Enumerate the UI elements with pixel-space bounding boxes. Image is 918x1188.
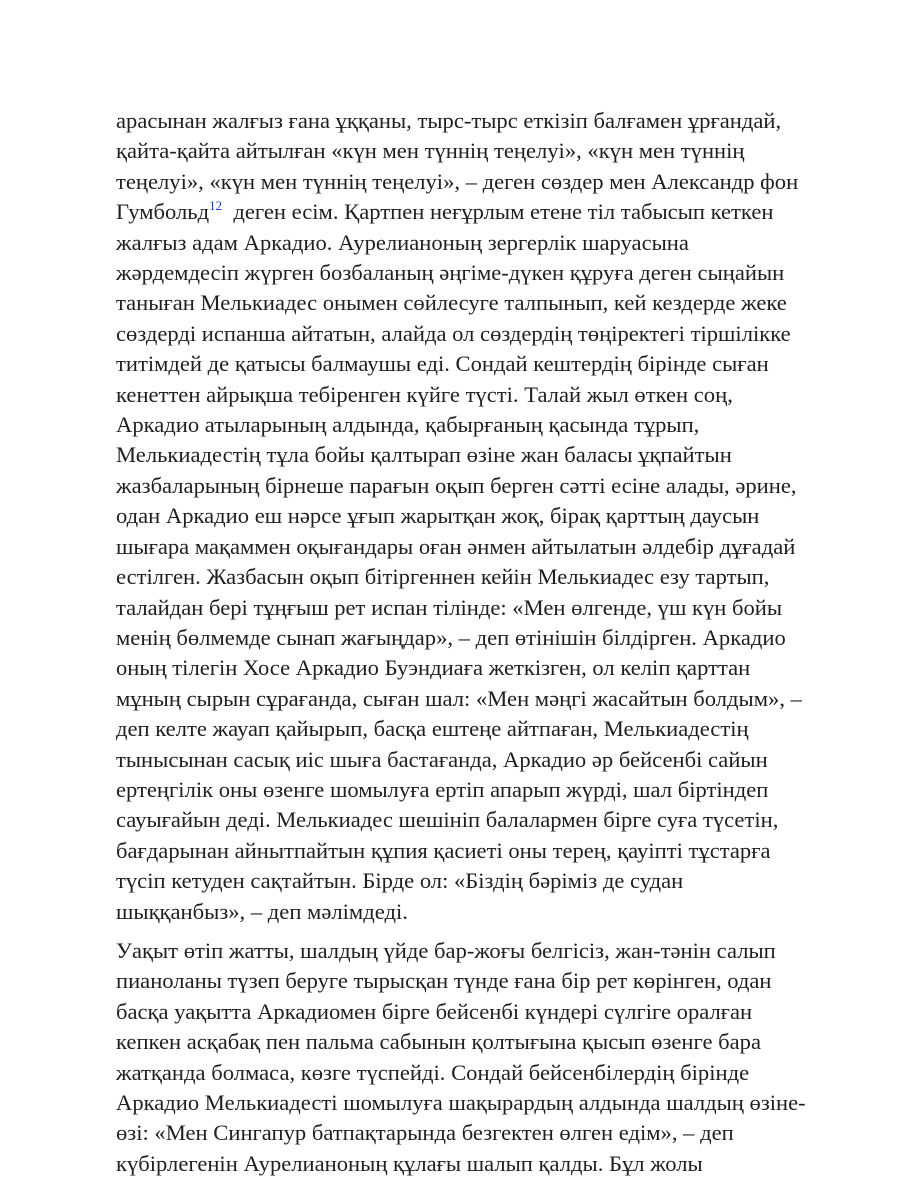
text-line: таныған Мелькиадес онымен сөйлесуге талпынып, кей кездерде жеке [116, 290, 787, 316]
text-line: шыққанбыз», – деп мәлімдеді. [116, 898, 408, 924]
text-line: тынысынан сасық иіс шыға бастағанда, Аркадио әр бейсенбі сайын [116, 746, 768, 772]
text-line: Аркадио атыларының алдында, қабырғаның қасында тұрып, [116, 412, 700, 438]
text-line: кепкен асқабақ пен пальма сабынын қолтығына қысып өзенге бара [116, 1029, 761, 1055]
text-line: одан Аркадио еш нәрсе ұғып жарытқан жоқ, бірақ қарттың даусын [116, 503, 760, 529]
text-line: бағдарынан айнытпайтын құпия қасиеті оны терең, қауіпті тұстарға [116, 837, 771, 863]
text-line: жазбаларының бірнеше парағын оқып берген сәтті есіне алады, әрине, [116, 472, 797, 498]
text-line: басқа уақытта Аркадиомен бірге бейсенбі күндері сүлгіге оралған [116, 998, 753, 1024]
text-line: өзі: «Мен Сингапур батпақтарында безгектен өлген едім», – деп [116, 1120, 734, 1146]
text-line: Аркадио Мелькиадесті шомылуға шақырардың алдында шалдың өзіне- [116, 1090, 806, 1115]
body-text [116, 106, 816, 1179]
text-line: шығара мақаммен оқығандары оған әнмен айтылатын әлдебір дұғадай [116, 533, 796, 559]
text-line: оның тілегін Хосе Аркадио Буэндиаға жеткізген, ол келіп қарттан [116, 655, 751, 681]
text-line: естілген. Жазбасын оқып бітіргеннен кейін Мелькиадес езу тартып, [116, 564, 770, 590]
paragraph-1 [116, 106, 816, 927]
text-line: титімдей де қатысы балмаушы еді. Сондай кештердің бірінде сыған [116, 351, 769, 377]
text-line: теңелуі», «күн мен түннің теңелуі», – деген сөздер мен Александр фон [116, 168, 799, 194]
text-line: пианоланы түзеп беруге тырысқан түнде ғана бір рет көрінген, одан [116, 968, 772, 994]
text-line-with-footnote [116, 197, 816, 227]
paragraph-2 [116, 936, 816, 1179]
text-line: Мелькиадестің тұла бойы қалтырап өзіне жан баласы ұқпайтын [116, 442, 732, 468]
text-line: Уақыт өтіп жатты, шалдың үйде бар-жоғы белгісіз, жан-тәнін салып [116, 937, 776, 963]
text-line: кенеттен айрықша тебіренген күйге түсті. Талай жыл өткен соң, [116, 381, 733, 407]
text-segment: Гумбольд [116, 199, 210, 225]
text-line: талайдан бері тұңғыш рет испан тілінде: «Мен өлгенде, үш күн бойы [116, 594, 783, 620]
text-line: қайта-қайта айтылған «күн мен түннің теңелуі», «күн мен түннің [116, 138, 745, 164]
text-line: сөздерді испанша айтатын, алайда ол сөздердің төңіректегі тіршілікке [116, 320, 791, 346]
text-line: жәрдемдесіп жүрген бозбаланың әңгіме-дүкен құруға деген сыңайын [116, 260, 785, 286]
text-line: ертеңгілік оны өзенге шомылуға ертіп апарып жүрді, шал біртіндеп [116, 776, 769, 802]
text-line: жатқанда болмаса, көзге түспейді. Сондай бейсенбілердің бірінде [116, 1059, 750, 1085]
text-line: арасынан жалғыз ғана ұққаны, тырс-тырс еткізіп балғамен ұрғандай, [116, 108, 782, 133]
footnote-link-12[interactable]: 12 [209, 198, 223, 214]
text-segment: деген есім. Қартпен неғұрлым етене тіл табысып кеткен [222, 199, 774, 225]
text-line: мұның сырын сұрағанда, сыған шал: «Мен мәңгі жасайтын болдым», – [116, 685, 802, 711]
text-line: сауығайын деді. Мелькиадес шешініп балалармен бірге суға түсетін, [116, 807, 779, 833]
text-line: түсіп кетуден сақтайтын. Бірде ол: «Біздің бәріміз де судан [116, 868, 684, 894]
text-line: менің бөлмемде сынап жағыңдар», – деп өтінішін білдірген. Аркадио [116, 624, 786, 650]
text-line: жалғыз адам Аркадио. Аурелианоның зергерлік шаруасына [116, 229, 689, 255]
text-line: деп келте жауап қайырып, басқа ештеңе айтпаған, Мелькиадестің [116, 716, 749, 742]
text-line: күбірлегенін Аурелианоның құлағы шалып қалды. Бұл жолы [116, 1150, 703, 1176]
